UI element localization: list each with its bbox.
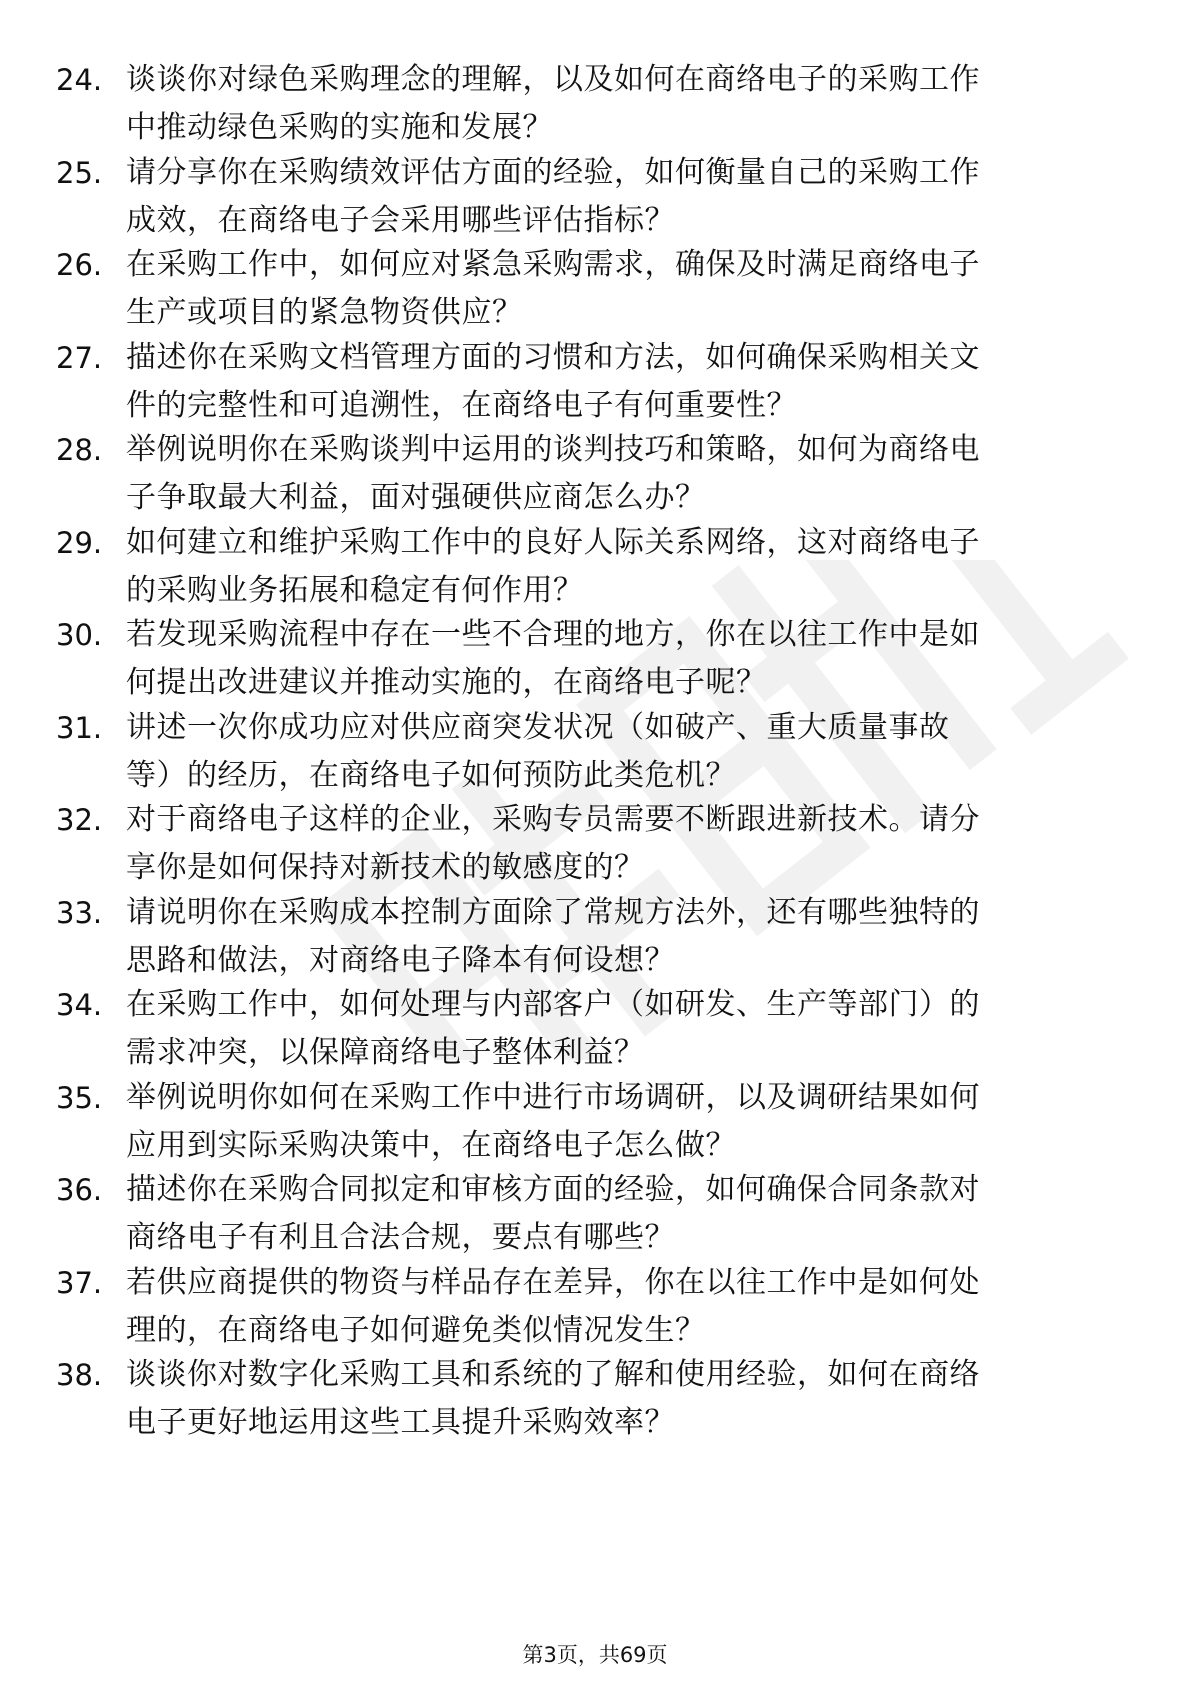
question-number: 31. <box>56 711 103 745</box>
question-number: 33. <box>56 896 103 930</box>
question-line: 的采购业务拓展和稳定有何作用？ <box>126 573 584 608</box>
question-line: 谈谈你对绿色采购理念的理解，以及如何在商络电子的采购工作 <box>126 62 980 97</box>
question-item-24 <box>0 56 1190 156</box>
question-number: 26. <box>56 248 103 282</box>
question-item-34 <box>0 981 1190 1081</box>
question-item-30 <box>0 611 1190 711</box>
question-number: 27. <box>56 341 103 375</box>
question-text <box>126 1074 1112 1170</box>
question-number: 24. <box>56 63 103 97</box>
question-line: 生产或项目的紧急物资供应？ <box>126 295 523 330</box>
question-line: 享你是如何保持对新技术的敏感度的？ <box>126 850 645 885</box>
question-line: 描述你在采购合同拟定和审核方面的经验，如何确保合同条款对 <box>126 1172 980 1207</box>
question-text <box>126 519 1112 615</box>
question-text <box>126 426 1112 522</box>
question-item-29 <box>0 519 1190 619</box>
question-number: 28. <box>56 433 103 467</box>
question-line: 需求冲突，以保障商络电子整体利益？ <box>126 1035 645 1070</box>
question-line: 举例说明你如何在采购工作中进行市场调研，以及调研结果如何 <box>126 1080 980 1115</box>
question-line: 在采购工作中，如何处理与内部客户（如研发、生产等部门）的 <box>126 987 980 1022</box>
question-number: 32. <box>56 803 103 837</box>
question-item-35 <box>0 1074 1190 1174</box>
question-item-31 <box>0 704 1190 804</box>
question-number: 30. <box>56 618 103 652</box>
question-line: 理的，在商络电子如何避免类似情况发生？ <box>126 1313 706 1348</box>
page-number-label: 第3页，共69页 <box>522 1643 668 1667</box>
question-line: 请分享你在采购绩效评估方面的经验，如何衡量自己的采购工作 <box>126 155 980 190</box>
question-line: 谈谈你对数字化采购工具和系统的了解和使用经验，如何在商络 <box>126 1357 980 1392</box>
question-text <box>126 334 1112 430</box>
question-line: 讲述一次你成功应对供应商突发状况（如破产、重大质量事故 <box>126 710 950 745</box>
question-line: 如何建立和维护采购工作中的良好人际关系网络，这对商络电子 <box>126 525 980 560</box>
question-item-27 <box>0 334 1190 434</box>
question-number: 36. <box>56 1173 103 1207</box>
question-item-37 <box>0 1259 1190 1359</box>
question-line: 请说明你在采购成本控制方面除了常规方法外，还有哪些独特的 <box>126 895 980 930</box>
question-line: 若供应商提供的物资与样品存在差异，你在以往工作中是如何处 <box>126 1265 980 1300</box>
question-text <box>126 1351 1112 1447</box>
question-text <box>126 889 1112 985</box>
question-item-33 <box>0 889 1190 989</box>
page-footer <box>0 1640 1190 1670</box>
question-text <box>126 149 1112 245</box>
question-line: 子争取最大利益，面对强硬供应商怎么办？ <box>126 480 706 515</box>
question-line: 件的完整性和可追溯性，在商络电子有何重要性？ <box>126 388 797 423</box>
question-item-32 <box>0 796 1190 896</box>
question-line: 商络电子有利且合法合规，要点有哪些？ <box>126 1220 675 1255</box>
question-number: 37. <box>56 1266 103 1300</box>
question-line: 应用到实际采购决策中，在商络电子怎么做？ <box>126 1128 736 1163</box>
question-text <box>126 56 1112 152</box>
question-item-36 <box>0 1166 1190 1266</box>
question-text <box>126 704 1112 800</box>
question-item-38 <box>0 1351 1190 1451</box>
question-text <box>126 611 1112 707</box>
question-line: 描述你在采购文档管理方面的习惯和方法，如何确保采购相关文 <box>126 340 980 375</box>
question-number: 35. <box>56 1081 103 1115</box>
question-line: 中推动绿色采购的实施和发展？ <box>126 110 553 145</box>
question-text <box>126 241 1112 337</box>
question-text <box>126 796 1112 892</box>
question-number: 34. <box>56 988 103 1022</box>
question-text <box>126 1259 1112 1355</box>
question-line: 在采购工作中，如何应对紧急采购需求，确保及时满足商络电子 <box>126 247 980 282</box>
question-item-28 <box>0 426 1190 526</box>
question-item-25 <box>0 149 1190 249</box>
question-line: 若发现采购流程中存在一些不合理的地方，你在以往工作中是如 <box>126 617 980 652</box>
question-line: 何提出改进建议并推动实施的，在商络电子呢？ <box>126 665 767 700</box>
question-line: 举例说明你在采购谈判中运用的谈判技巧和策略，如何为商络电 <box>126 432 980 467</box>
question-number: 25. <box>56 156 103 190</box>
question-text <box>126 981 1112 1077</box>
question-number: 29. <box>56 526 103 560</box>
question-line: 对于商络电子这样的企业，采购专员需要不断跟进新技术。请分 <box>126 802 980 837</box>
question-item-26 <box>0 241 1190 341</box>
question-line: 成效，在商络电子会采用哪些评估指标？ <box>126 203 675 238</box>
question-line: 等）的经历，在商络电子如何预防此类危机？ <box>126 758 736 793</box>
question-number: 38. <box>56 1358 103 1392</box>
question-line: 电子更好地运用这些工具提升采购效率？ <box>126 1405 675 1440</box>
question-line: 思路和做法，对商络电子降本有何设想？ <box>126 943 675 978</box>
question-text <box>126 1166 1112 1262</box>
